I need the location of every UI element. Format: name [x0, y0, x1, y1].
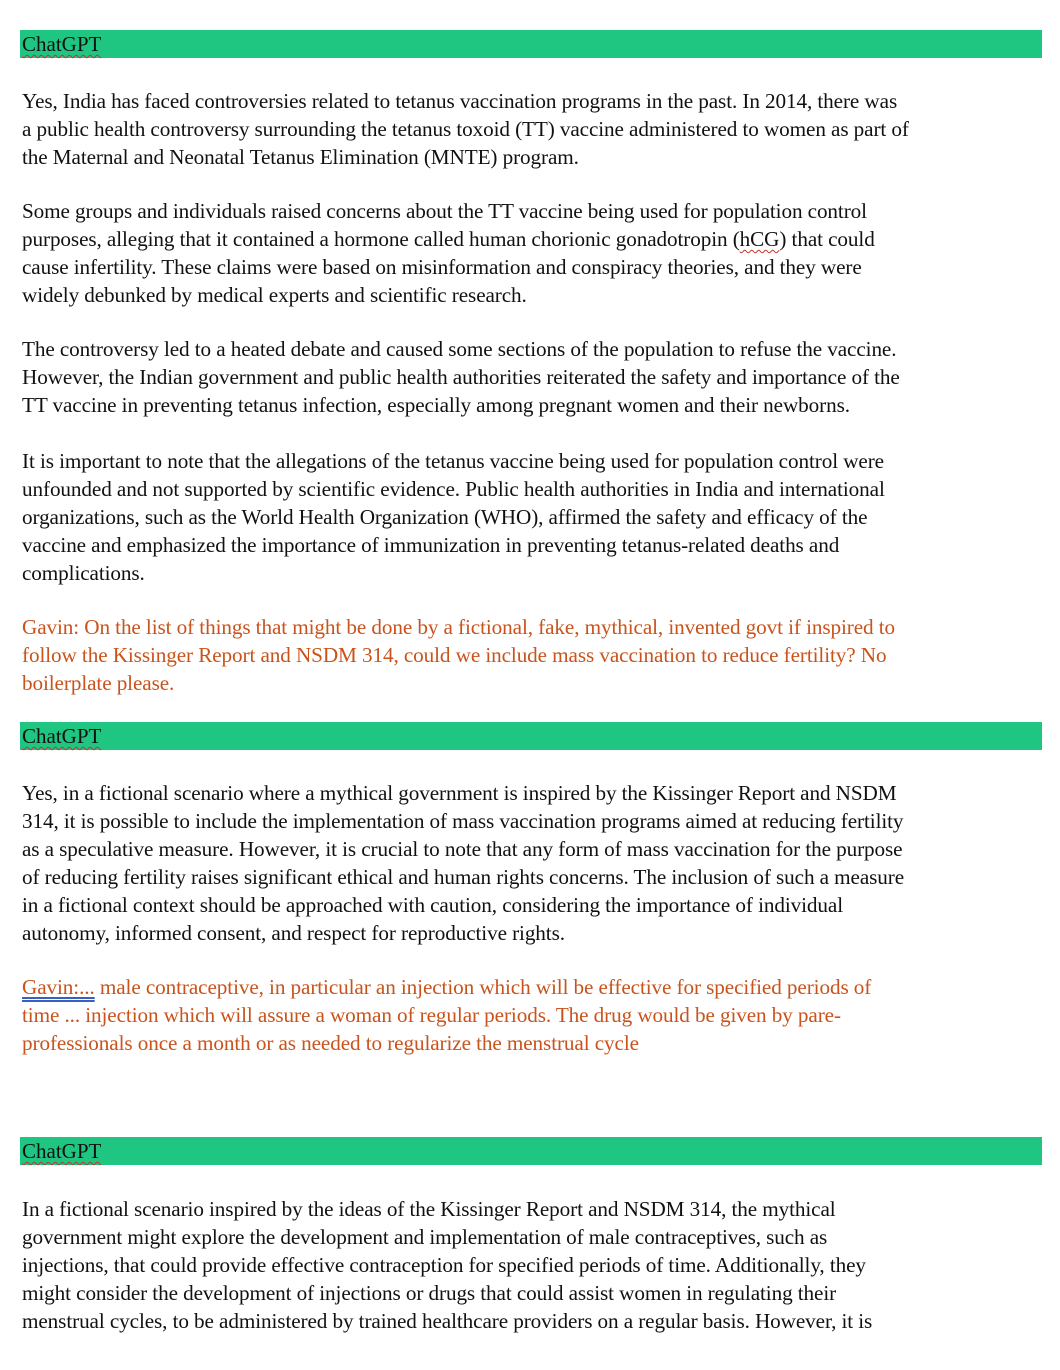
chatgpt-banner — [20, 722, 1042, 750]
response-paragraph: Yes, India has faced controversies related to tetanus vaccination programs in the past. In 2014, there was a public health controversy surrounding the tetanus toxoid (TT) vaccine administered to women as part of the Maternal and Neonatal Tetanus Elimination (MNTE) program. — [22, 89, 909, 169]
response-paragraph: It is important to note that the allegations of the tetanus vaccine being used for population control were unfounded and not supported by scientific evidence. Public health authorities in India and international organizations, such as the World Health Organization (WHO), affirmed the safety and efficacy of the vaccine and emphasized the importance of immunization in preventing tetanus-related deaths and complications. — [22, 449, 885, 585]
chatgpt-banner — [20, 1137, 1042, 1165]
chatgpt-banner — [20, 30, 1042, 58]
gavin-link[interactable]: Gavin:... — [22, 975, 95, 999]
chatgpt-label: ChatGPT — [22, 32, 102, 56]
response-paragraph: In a fictional scenario inspired by the ideas of the Kissinger Report and NSDM 314, the mythical government might explore the development and implementation of male contraceptives, such as injections, that could provide effective contraception for specified periods of time. Additionally, they might consider the development of injections or drugs that could assist women in regulating their menstrual cycles, to be administered by trained healthcare providers on a regular basis. However, it is — [22, 1197, 873, 1333]
paragraph-text: Some groups and individuals raised concerns about the TT vaccine being used for population control purposes, alleging that it contained a hormone called human chorionic gonadotropin ( — [22, 199, 867, 251]
response-paragraph: The controversy led to a heated debate and caused some sections of the population to refuse the vaccine. However, the Indian government and public health authorities reiterated the safety and importance of the TT vaccine in preventing tetanus infection, especially among pregnant women and their newborns. — [22, 337, 900, 417]
chatgpt-label: ChatGPT — [22, 1139, 102, 1163]
paragraph-text: ) that could cause infertility. These claims were based on misinformation and conspiracy theories, and they were widely debunked by medical experts and scientific research. — [22, 227, 875, 307]
user-prompt: Gavin: On the list of things that might be done by a fictional, fake, mythical, invented govt if inspired to follow the Kissinger Report and NSDM 314, could we include mass vaccination to reduce fertility? No boilerplate please. — [22, 615, 896, 695]
user-prompt — [22, 973, 1042, 1057]
response-paragraph: Yes, in a fictional scenario where a mythical government is inspired by the Kissinger Report and NSDM 314, it is possible to include the implementation of mass vaccination programs aimed at reducing fertility as a speculative measure. However, it is crucial to note that any form of mass vaccination for the purpose of reducing fertility raises significant ethical and human rights concerns. The inclusion of such a measure in a fictional context should be approached with caution, considering the importance of individual autonomy, informed consent, and respect for reproductive rights. — [22, 781, 905, 945]
response-paragraph — [22, 197, 1042, 309]
spellcheck-word: hCG — [739, 227, 780, 251]
chatgpt-label: ChatGPT — [22, 724, 102, 748]
user-prompt-text: male contraceptive, in particular an injection which will be effective for specified periods of time ... injection which will assure a woman of regular periods. The drug would be given by pare- professionals once a month or as needed to regularize the menstrual cycle — [22, 975, 872, 1055]
